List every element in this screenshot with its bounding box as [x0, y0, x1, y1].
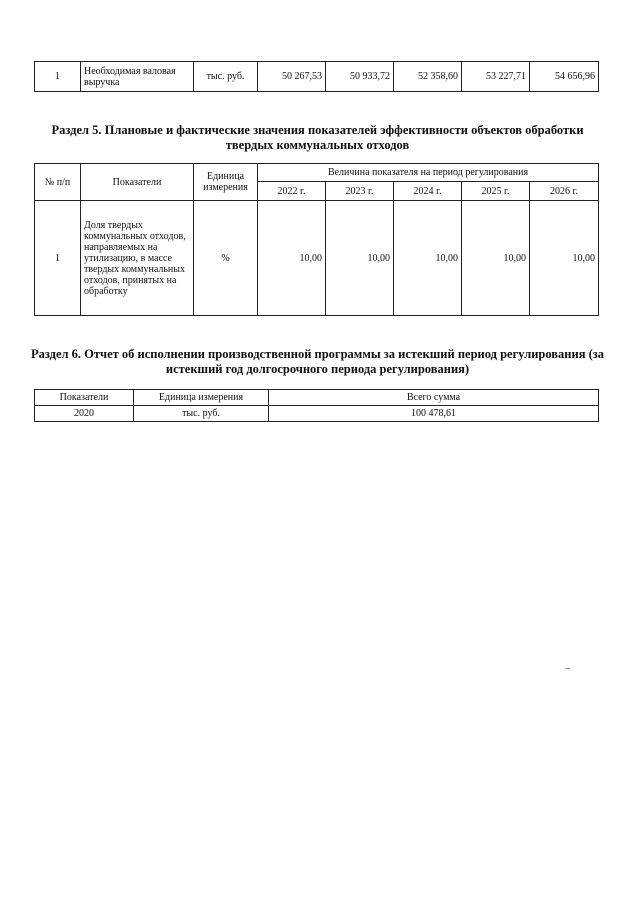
- table-row: [35, 406, 599, 422]
- efficiency-table: [34, 163, 599, 316]
- header-row: [35, 390, 599, 406]
- header-total: Всего сумма: [269, 390, 599, 406]
- value-cell: 10,00: [326, 201, 394, 316]
- header-period: Величина показателя на период регулирования: [258, 164, 599, 182]
- header-indicator: Показатели: [35, 390, 134, 406]
- year-cell: 2020: [35, 406, 134, 422]
- value-cell: 54 656,96: [530, 62, 599, 92]
- unit-cell: тыс. руб.: [134, 406, 269, 422]
- value-cell: 50 267,53: [258, 62, 326, 92]
- row-number: 1: [35, 201, 81, 316]
- header-unit: Единица измерения: [134, 390, 269, 406]
- header-unit: Единица измерения: [194, 164, 258, 201]
- header-year: 2026 г.: [530, 182, 599, 201]
- total-cell: 100 478,61: [269, 406, 599, 422]
- header-row: [35, 164, 599, 182]
- value-cell: 50 933,72: [326, 62, 394, 92]
- header-year: 2024 г.: [394, 182, 462, 201]
- unit-cell: %: [194, 201, 258, 316]
- value-cell: 10,00: [394, 201, 462, 316]
- value-cell: 10,00: [530, 201, 599, 316]
- section5-title: Раздел 5. Плановые и фактические значения показателей эффективности объектов обработки твердых коммунальных отходов: [51, 123, 584, 152]
- revenue-table: [34, 61, 599, 92]
- value-cell: 10,00: [258, 201, 326, 316]
- value-cell: 53 227,71: [462, 62, 530, 92]
- header-year: 2025 г.: [462, 182, 530, 201]
- indicator-name: Доля твердых коммунальных отходов, направляемых на утилизацию, в массе твердых коммунальных отходов, принятых на обработку: [81, 201, 194, 316]
- value-cell: 52 358,60: [394, 62, 462, 92]
- row-number: 1: [35, 62, 81, 92]
- unit-cell: тыс. руб.: [194, 62, 258, 92]
- header-num: № п/п: [35, 164, 81, 201]
- header-year: 2023 г.: [326, 182, 394, 201]
- indicator-name: Необходимая валовая выручка: [81, 62, 194, 92]
- section6-title: Раздел 6. Отчет об исполнении производственной программы за истекший период регулирования (за истекший год долгосрочного периода регулирования): [30, 347, 605, 376]
- table-row: [35, 62, 599, 92]
- value-cell: 10,00: [462, 201, 530, 316]
- header-year: 2022 г.: [258, 182, 326, 201]
- header-indicator: Показатели: [81, 164, 194, 201]
- table-row: [35, 201, 599, 316]
- report-table: [34, 389, 599, 422]
- scan-speck: [565, 668, 570, 669]
